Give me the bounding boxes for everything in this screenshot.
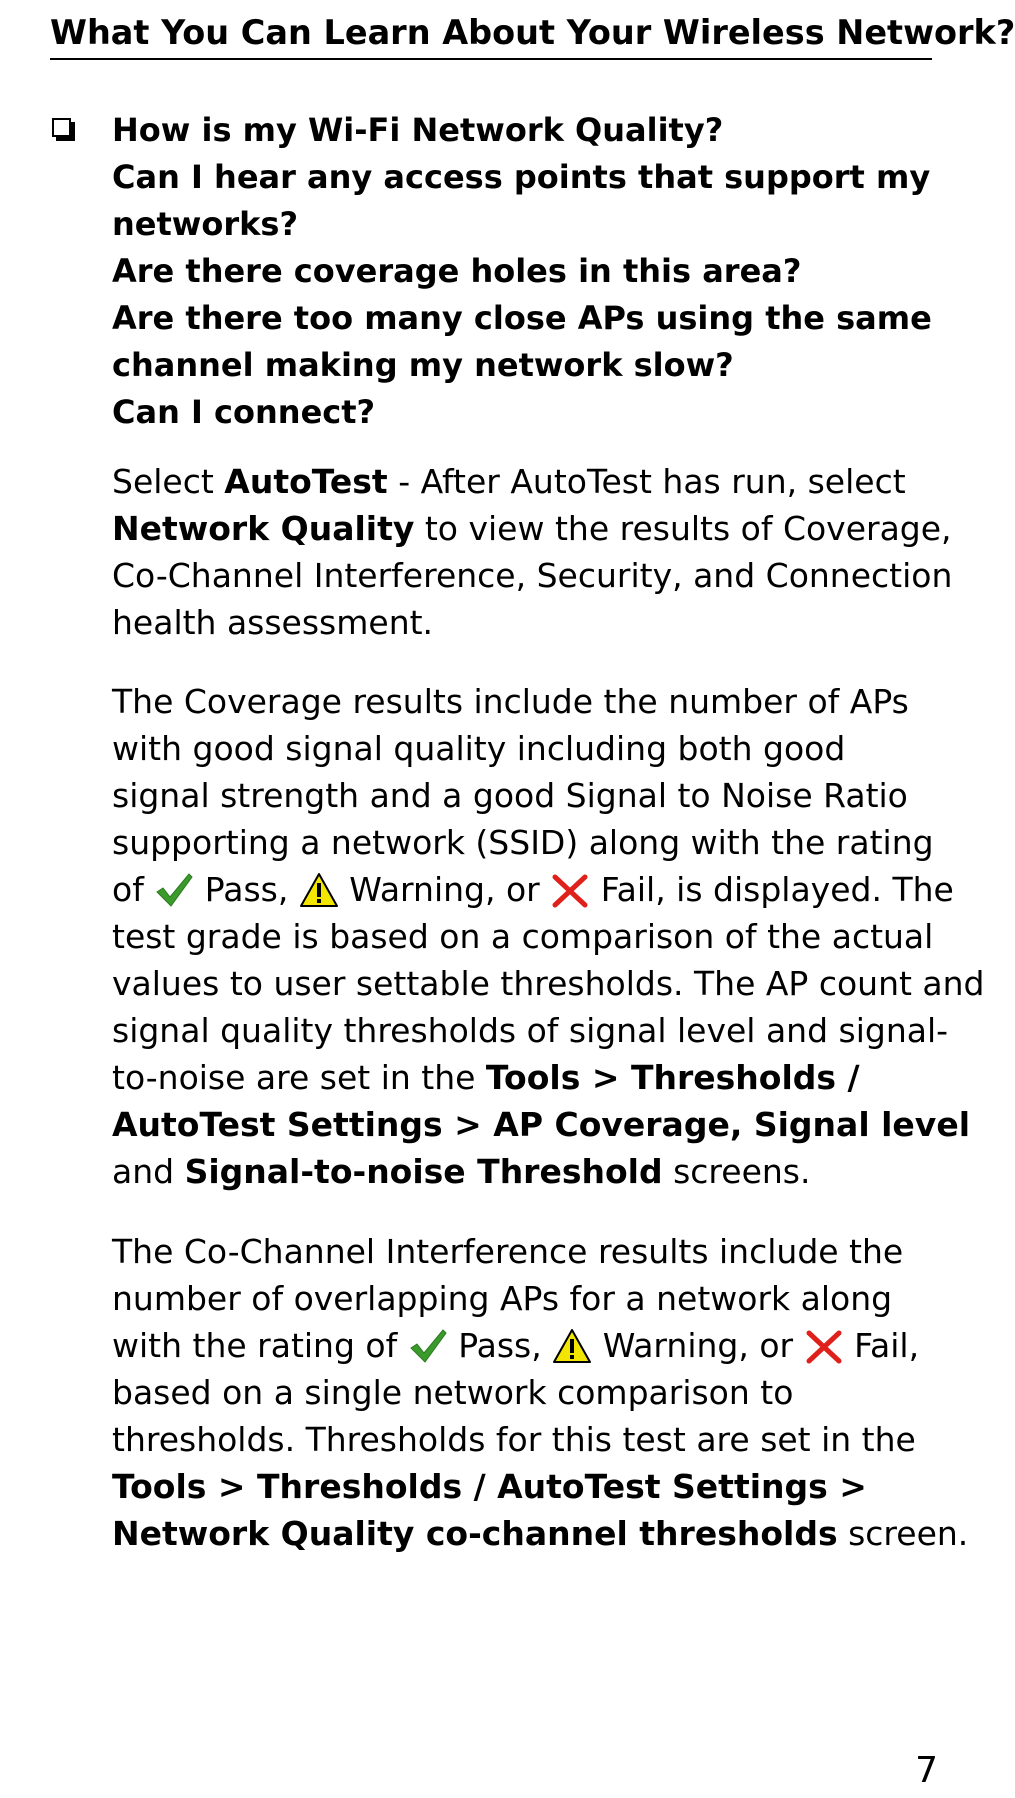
check-icon <box>408 1328 448 1364</box>
coverage-paragraph: The Coverage results include the number of APs with good signal quality including both good signal strength and a good Signal to Noise Ratio supporting a network (SSID) along with the rating of Pass, Warning, or Fail, is displayed. The test grade is based on a comparison of the actual values to user settable thresholds. The AP count and signal quality thresholds of signal level and signal- to-noise are set in the Tools > Thresholds / AutoTest Settings > AP Coverage, Signal level and Signal-to-noise Threshold screens. <box>112 682 985 1191</box>
autotest-term: AutoTest <box>224 462 388 501</box>
checkbox-bullet-icon <box>52 118 71 137</box>
page-number: 7 <box>915 1750 938 1791</box>
ap-coverage-path: AutoTest Settings > AP Coverage, Signal level <box>112 1105 971 1144</box>
x-icon <box>550 872 590 908</box>
network-quality-term: Network Quality <box>112 509 415 548</box>
question-line: Can I connect? <box>112 393 376 431</box>
tools-thresholds-path: Tools > Thresholds / <box>485 1058 860 1097</box>
question-line: How is my Wi-Fi Network Quality? <box>112 111 724 149</box>
question-line: channel making my network slow? <box>112 346 734 384</box>
tools-thresholds-path: Tools > Thresholds / AutoTest Settings > <box>112 1467 867 1506</box>
question-line: Are there coverage holes in this area? <box>112 252 802 290</box>
co-channel-paragraph: The Co-Channel Interference results include the number of overlapping APs for a network along with the rating of Pass, Warning, or Fail, based on a single network comparison to thresholds. Thresholds for this test are set in the Tools > Thresholds / AutoTest Settings > Network Quality co-channel thresholds screen. <box>112 1232 969 1553</box>
autotest-paragraph: Select AutoTest - After AutoTest has run, select Network Quality to view the results of Coverage, Co-Channel Interference, Security, and Connection health assessment. <box>112 462 953 642</box>
question-line: Are there too many close APs using the same <box>112 299 932 337</box>
co-channel-threshold-path: Network Quality co-channel thresholds <box>112 1514 838 1553</box>
question-line: networks? <box>112 205 298 243</box>
page-title: What You Can Learn About Your Wireless Network? <box>50 12 932 60</box>
question-line: Can I hear any access points that support my <box>112 158 931 196</box>
question-list <box>112 107 942 436</box>
check-icon <box>154 872 194 908</box>
snr-threshold-term: Signal-to-noise Threshold <box>184 1152 663 1191</box>
x-icon <box>804 1328 844 1364</box>
warning-icon <box>552 1328 592 1364</box>
warning-icon <box>299 872 339 908</box>
